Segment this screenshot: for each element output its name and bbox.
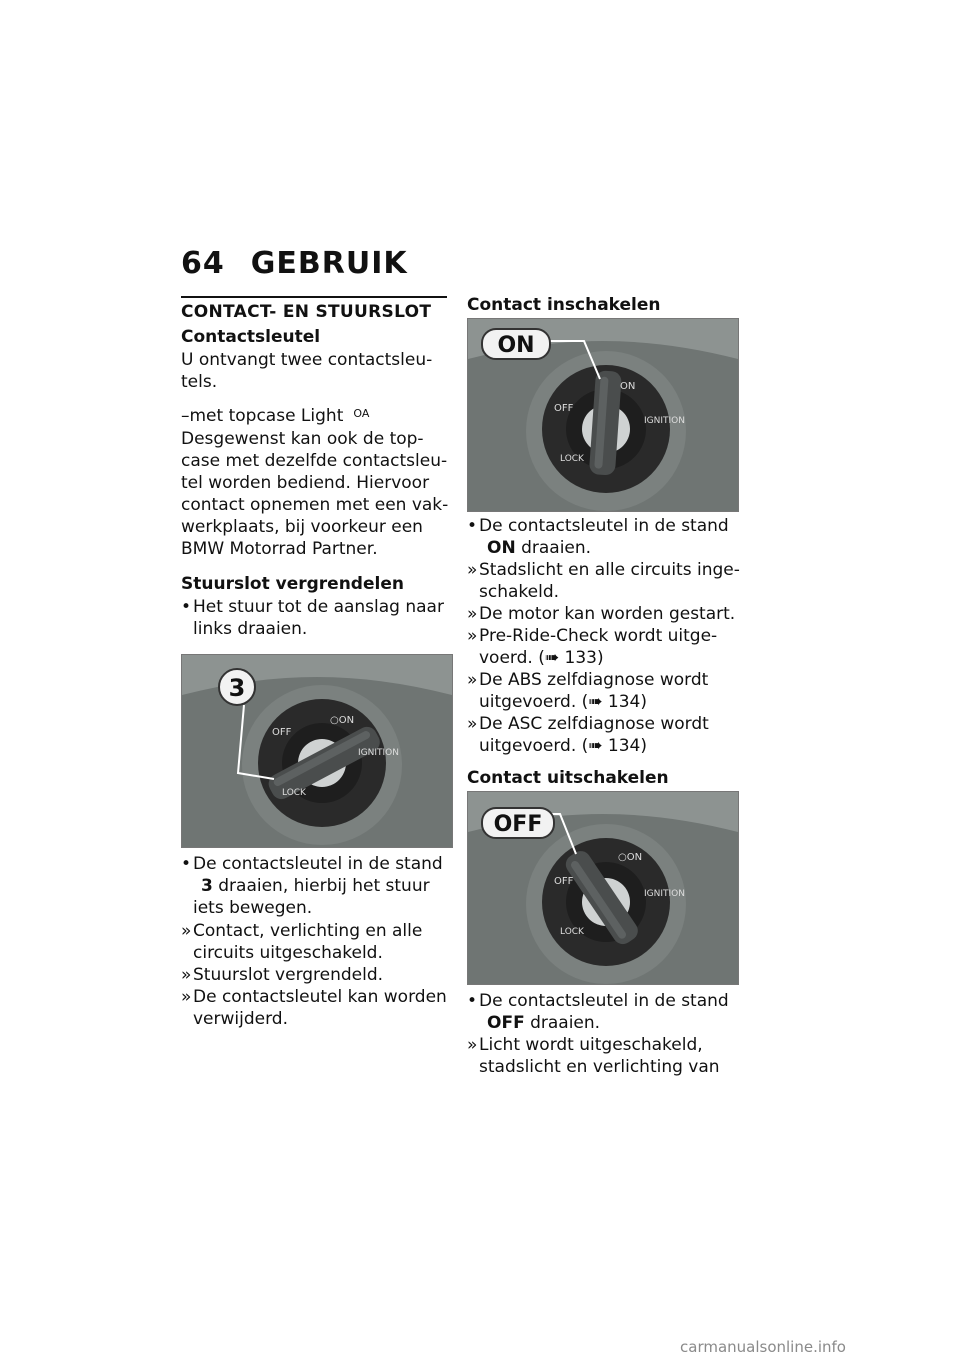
page-reference-number: 134 xyxy=(607,736,641,756)
ignition-on-illustration xyxy=(468,319,738,511)
result-icon: » xyxy=(181,987,192,1007)
svg-text:IGNITION: IGNITION xyxy=(644,889,685,899)
list-item-text-pre: De contactsleutel in de stand xyxy=(193,854,443,874)
ignition-lock-illustration xyxy=(182,655,452,847)
bullet-icon: • xyxy=(467,516,478,536)
list-item xyxy=(181,596,451,640)
result-item xyxy=(181,964,456,986)
svg-text:OFF: OFF xyxy=(272,727,292,738)
result-item-text: Contact, verlichting en alle circuits uitgeschakeld. xyxy=(193,921,423,963)
option-text: –met topcase Light xyxy=(181,406,344,426)
svg-text:LOCK: LOCK xyxy=(560,454,584,464)
page-reference[interactable]: (➠ 133) xyxy=(538,648,604,668)
result-item xyxy=(181,986,456,1030)
watermark: carmanualsonline.info xyxy=(680,1338,846,1356)
page-reference[interactable]: (➠ 134) xyxy=(581,692,648,712)
svg-text:IGNITION: IGNITION xyxy=(644,416,685,426)
result-item-text: De motor kan worden gestart. xyxy=(479,604,736,624)
result-item-text: Stuurslot vergrendeld. xyxy=(193,965,384,985)
result-item xyxy=(467,625,742,669)
svg-text:○ON: ○ON xyxy=(330,715,355,726)
section-title: CONTACT- EN STUURSLOT xyxy=(181,296,447,322)
result-icon: » xyxy=(467,560,478,580)
result-item-main: Pre-Ride-Check wordt uitge-voerd. xyxy=(479,626,718,668)
svg-text:IGNITION: IGNITION xyxy=(358,748,399,758)
result-icon: » xyxy=(467,604,478,624)
result-item-text xyxy=(467,713,742,757)
paragraph-topcase: Desgewenst kan ook de top-case met dezelfde contactsleu-tel worden bediend. Hiervoor contact opnemen met een vak-werkplaats, bij voorkeur een BMW Motorrad Partner. xyxy=(181,429,449,559)
page-reference[interactable]: (➠ 134) xyxy=(581,736,648,756)
page-reference-number: 133 xyxy=(564,648,597,668)
bullet-icon: • xyxy=(467,991,478,1011)
list-item xyxy=(467,990,742,1034)
result-item xyxy=(467,669,742,713)
result-icon: » xyxy=(467,714,478,734)
ignition-on-photo xyxy=(467,318,739,512)
result-icon: » xyxy=(467,1035,478,1055)
result-item-text xyxy=(467,669,742,713)
paragraph-keys xyxy=(181,349,451,393)
result-item-main: De ABS zelfdiagnose wordt uitgevoerd. xyxy=(479,670,709,712)
svg-text:LOCK: LOCK xyxy=(560,927,584,937)
result-item-text: De contactsleutel kan worden verwijderd. xyxy=(193,987,447,1029)
image-callout-on: ON xyxy=(497,333,535,358)
subheading-contactsleutel: Contactsleutel xyxy=(181,327,321,347)
result-icon: » xyxy=(181,921,192,941)
image-callout-3: 3 xyxy=(228,674,246,702)
paragraph-keys-text: U ontvangt twee contactsleu-tels. xyxy=(181,350,433,392)
result-icon: » xyxy=(467,670,478,690)
option-line xyxy=(181,405,369,427)
subheading-inschakelen: Contact inschakelen xyxy=(467,295,661,315)
result-item-text: Licht wordt uitgeschakeld, stadslicht en verlichting van xyxy=(479,1035,720,1077)
list-item-text-post: draaien, hierbij het stuur iets bewegen. xyxy=(193,876,430,918)
svg-text:ON: ON xyxy=(620,381,636,392)
svg-text:OFF: OFF xyxy=(554,876,574,887)
result-item xyxy=(467,713,742,757)
page-reference-number: 134 xyxy=(607,692,641,712)
page-header xyxy=(181,246,408,281)
list-item-text xyxy=(467,990,742,1034)
result-icon: » xyxy=(467,626,478,646)
position-label: ON xyxy=(487,538,516,558)
position-label: OFF xyxy=(487,1013,525,1033)
list-item-text-pre: De contactsleutel in de stand xyxy=(479,516,729,536)
list-item-text-pre: De contactsleutel in de stand xyxy=(479,991,729,1011)
svg-text:○ON: ○ON xyxy=(618,852,643,863)
list-item-text xyxy=(181,853,456,919)
result-item-text xyxy=(467,625,742,669)
result-item xyxy=(467,1034,742,1078)
list-item-text xyxy=(467,515,742,559)
option-badge: OA xyxy=(353,407,370,420)
bullet-icon: • xyxy=(181,854,192,874)
result-item-main: De ASC zelfdiagnose wordt uitgevoerd. xyxy=(479,714,709,756)
subheading-uitschakelen: Contact uitschakelen xyxy=(467,768,669,788)
page-number: 64 xyxy=(181,246,225,281)
list-item xyxy=(467,515,742,559)
position-label: 3 xyxy=(201,876,213,896)
svg-text:OFF: OFF xyxy=(554,403,574,414)
list-item-text-post: draaien. xyxy=(521,538,592,558)
image-callout-off: OFF xyxy=(493,812,543,837)
result-icon: » xyxy=(181,965,192,985)
list-item xyxy=(181,853,456,919)
list-item-text-post: draaien. xyxy=(530,1013,601,1033)
ignition-off-illustration xyxy=(468,792,738,984)
arrow-right-icon: ➠ xyxy=(544,648,560,668)
bullet-icon: • xyxy=(181,597,192,617)
arrow-right-icon: ➠ xyxy=(588,736,603,756)
svg-text:LOCK: LOCK xyxy=(282,788,306,798)
result-item xyxy=(181,920,456,964)
result-item xyxy=(467,559,742,603)
ignition-lock-photo xyxy=(181,654,453,848)
ignition-off-photo xyxy=(467,791,739,985)
result-item-text: Stadslicht en alle circuits inge-schakeld. xyxy=(479,560,740,602)
list-item-text: Het stuur tot de aanslag naar links draaien. xyxy=(193,597,444,639)
chapter-title: GEBRUIK xyxy=(250,246,408,281)
result-item xyxy=(467,603,742,625)
subheading-stuurslot: Stuurslot vergrendelen xyxy=(181,574,404,594)
arrow-right-icon: ➠ xyxy=(588,692,603,712)
